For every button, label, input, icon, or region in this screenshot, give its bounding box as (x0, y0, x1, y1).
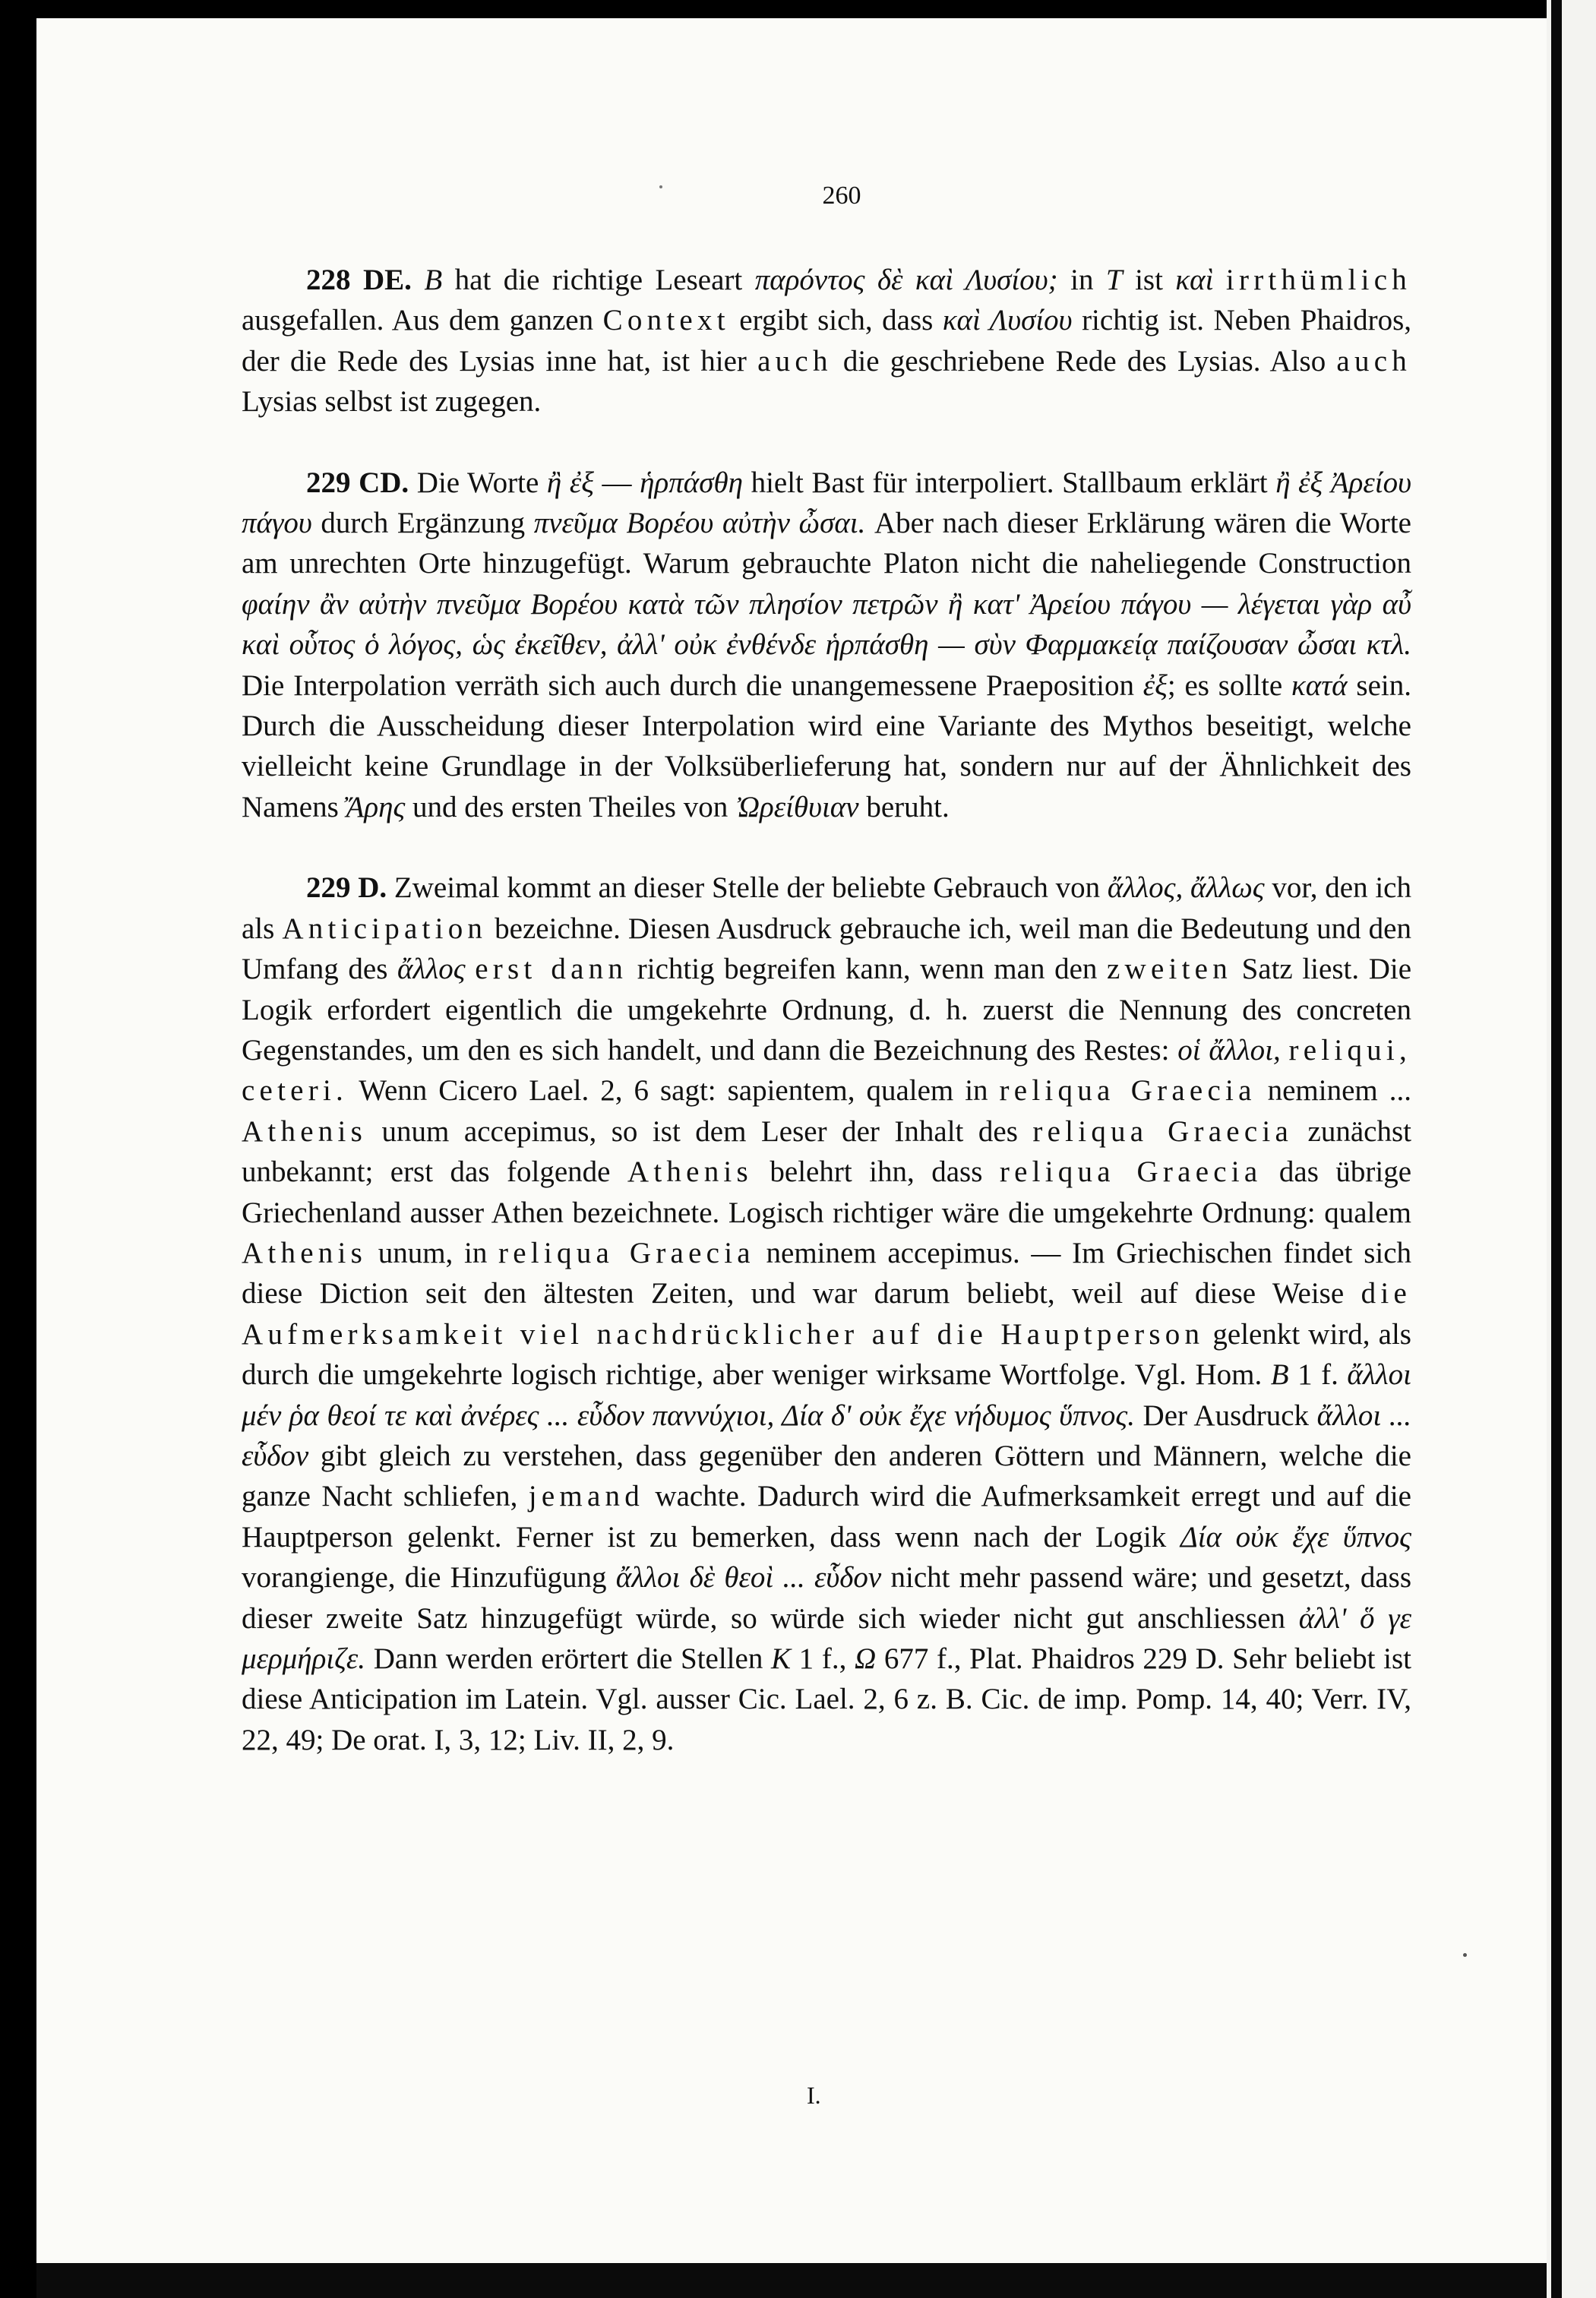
text-run: Der Ausdruck (1134, 1399, 1317, 1432)
text-run: Zweimal kommt an dieser Stelle der beliebte Gebrauch von (387, 871, 1108, 905)
spaced-emphasis: irrthümlich (1225, 264, 1411, 296)
text-run: gibt gleich zu verstehen, dass gegenüber den anderen Göttern und Männern, welche die ganze Nacht schliefen, (242, 1439, 1411, 1513)
paragraph (242, 260, 1411, 422)
greek-quote: Ὠρείθυιαν (735, 790, 859, 823)
greek-quote: ἄλλος, ἄλλως (1107, 871, 1265, 905)
greek-quote: ἄλλοι μέν ῥα θεοί τε καὶ ἀνέρες ... εὗδον παννύχιοι, Δία δ' οὐκ ἔχε νήδυμος ὕπνος. (242, 1358, 1411, 1432)
text-run (1213, 264, 1225, 296)
text-run: Aber nach dieser Erklärung wären die Worte am unrechten Orte hinzugefügt. Warum gebrauchte Platon nicht die naheliegende Construction (242, 507, 1411, 580)
text-run: hat die richtige Leseart (442, 264, 755, 296)
spaced-emphasis: erst dann (475, 953, 628, 986)
paragraph (242, 463, 1411, 828)
book-page (36, 18, 1547, 2263)
greek-quote: ἡρπάσθη (640, 466, 743, 499)
greek-quote: καὶ Λυσίου (942, 304, 1073, 337)
spaced-emphasis: jemand (528, 1480, 644, 1513)
text-run: ist (1122, 264, 1176, 296)
greek-quote: φαίην ἂν αὐτὴν πνεῦμα Βορέου κατὰ τῶν πλησίον πετρῶν ἢ κατ' Ἀρείου πάγου — λέγεται γὰρ αὖ καὶ οὗτος ὁ λόγος, ὡς ἐκεῖθεν, ἀλλ' οὐκ ἐνθένδε ἡρπάσθη — σὺν Φαρμακείᾳ παίζουσαν ὦσαι κτλ. (242, 587, 1411, 662)
greek-quote: κατά (1291, 669, 1348, 702)
greek-quote: ἄλλος (397, 953, 466, 986)
scan-border (36, 2263, 1547, 2298)
greek-quote: πνεῦμα Βορέου αὐτὴν ὦσαι. (533, 507, 866, 540)
text-run: wachte. Dadurch wird die Aufmerksamkeit erregt und auf die Hauptperson gelenkt. Ferner ist zu bemerken, dass wenn nach der Logik (242, 1480, 1411, 1554)
paragraph (242, 868, 1411, 1760)
spaced-emphasis: reliqua Graecia (999, 1074, 1256, 1108)
greek-quote: Ω (855, 1642, 877, 1675)
greek-quote: ἢ ἐξ (546, 466, 594, 499)
text-run: und des ersten Theiles von (405, 790, 735, 823)
text-run: hielt Bast für interpoliert. Stallbaum erklärt (742, 466, 1276, 499)
text-run: Die Interpolation verräth sich auch durch die unangemessene Praeposition (242, 669, 1143, 702)
text-run: neminem ... (1256, 1074, 1411, 1108)
greek-quote: B (1270, 1358, 1289, 1392)
greek-quote: παρόντος δὲ καὶ Λυσίου; (754, 264, 1058, 296)
passage-reference: 228 DE. (306, 264, 412, 296)
binding-edge (1547, 0, 1596, 2298)
speck (1463, 1953, 1467, 1957)
text-run: Satz liest. Die Logik erfordert eigentlich die umgekehrte Ordnung, d. h. zuerst die Nennung des concreten Gegenstandes, um den es sich handelt, und dann die Bezeichnung des Restes: (242, 953, 1412, 1067)
spaced-emphasis: zweiten (1107, 953, 1232, 986)
spaced-emphasis: Anticipation (282, 912, 488, 945)
text-run: Lysias selbst ist zugegen. (242, 385, 542, 419)
greek-quote: B (424, 264, 443, 296)
spaced-emphasis: reliqua Graecia (1032, 1114, 1294, 1148)
text-run: ; es sollte (1167, 669, 1292, 702)
text-run: durch Ergänzung (311, 507, 534, 540)
greek-quote: ἄλλοι ... εὗδον (242, 1399, 1412, 1472)
text-run (1281, 1034, 1289, 1067)
spaced-emphasis: Context (602, 304, 730, 337)
spaced-emphasis: Athenis (242, 1114, 368, 1148)
text-run: unum, in (367, 1236, 499, 1269)
text-run: das übrige Griechenland ausser Athen bezeichnete. Logisch richtiger wäre die umgekehrte Ordnung: qualem (242, 1155, 1412, 1229)
spaced-emphasis: Athenis (627, 1155, 753, 1189)
spaced-emphasis: Athenis (242, 1236, 368, 1269)
text-run: bezeichne. Diesen Ausdruck gebrauche ich, weil man die Bedeutung und den Umfang des (242, 912, 1411, 986)
text-run: belehrt ihn, dass (752, 1155, 1000, 1189)
speck (659, 185, 662, 188)
passage-reference: 229 D. (306, 871, 387, 905)
text-run: beruht. (858, 790, 950, 823)
greek-quote: Δία οὐκ ἔχε ὕπνος (1180, 1520, 1411, 1554)
text-run: sein. Durch die Ausscheidung dieser Interpolation wird eine Variante des Mythos beseitigt, welche vielleicht keine Grundlage in der Volksüberlieferung hat, sondern nur auf der Ähnlichkeit des Namens (242, 669, 1411, 823)
greek-quote: Ἄρης (346, 790, 406, 823)
text-run: Wenn Cicero Lael. 2, 6 sagt: sapientem, qualem in (348, 1074, 1000, 1108)
spaced-emphasis: die Aufmerksamkeit viel nachdrücklicher auf die Hauptperson (242, 1277, 1411, 1351)
text-run: nicht mehr passend wäre; und gesetzt, dass dieser zweite Satz hinzugefügt würde, so würde sich wieder nicht gut anschliessen (242, 1561, 1411, 1635)
text-run: zunächst unbekannt; erst das folgende (242, 1114, 1411, 1189)
text-run: 677 f., Plat. Phaidros 229 D. Sehr beliebt ist diese Anticipation im Latein. Vgl. ausser Cic. Lael. 2, 6 z. B. Cic. de imp. Pomp. 14, 40; Verr. IV, 22, 49; De orat. I, 3, 12; Liv. II, 2, 9. (242, 1642, 1411, 1756)
text-run: vor, den ich als (242, 871, 1411, 945)
spaced-emphasis: reliqua Graecia (498, 1236, 755, 1269)
greek-quote: οἱ ἄλλοι, (1177, 1033, 1281, 1067)
text-run: vorangienge, die Hinzufügung (242, 1561, 616, 1595)
page-number: 260 (822, 182, 861, 210)
text-run (412, 264, 424, 296)
signature-mark: I. (807, 2081, 821, 2109)
greek-quote: ἄλλοι δὲ θεοὶ ... εὗδον (615, 1561, 882, 1595)
greek-quote: T (1105, 264, 1123, 296)
text-run: ergibt sich, dass (729, 304, 943, 337)
passage-reference: 229 CD. (306, 466, 409, 499)
spaced-emphasis: reliqua Graecia (999, 1155, 1263, 1189)
greek-quote: ἐξ (1142, 669, 1168, 702)
greek-quote: K (771, 1642, 792, 1675)
text-run: die geschriebene Rede des Lysias. Also (832, 344, 1337, 378)
spaced-emphasis: auch (1336, 344, 1411, 378)
text-run: gelenkt wird, als durch die umgekehrte logisch richtige, aber weniger wirksame Wortfolge. Vgl. Hom. (242, 1317, 1411, 1392)
text-run: richtig begreifen kann, wenn man den (627, 953, 1107, 986)
greek-quote: καὶ (1175, 264, 1214, 296)
text-run: ausgefallen. Aus dem ganzen (242, 304, 603, 337)
text-run: Dann werden erörtert die Stellen (365, 1642, 771, 1675)
spaced-emphasis: reliqui, ceteri. (242, 1033, 1411, 1108)
greek-quote: ἀλλ' ὅ γε μερμήριζε. (242, 1601, 1411, 1675)
greek-quote: ἢ ἐξ Ἀρείου πάγου (242, 466, 1411, 540)
text-run: — (593, 466, 640, 499)
text-run: neminem accepimus. — Im Griechischen findet sich diese Diction seit den ältesten Zeiten, und war darum beliebt, weil auf diese Weise (242, 1236, 1412, 1310)
text-run: 1 f. (1288, 1358, 1348, 1392)
text-run: unum accepimus, so ist dem Leser der Inhalt des (367, 1114, 1033, 1148)
text-run: 1 f., (791, 1642, 855, 1675)
text-run: in (1057, 264, 1106, 296)
text-run: Die Worte (409, 466, 547, 499)
text-run (466, 953, 476, 985)
spaced-emphasis: auch (757, 344, 833, 378)
page-body (242, 260, 1411, 1800)
text-run: richtig ist. Neben Phaidros, der die Rede des Lysias inne hat, ist hier (242, 304, 1412, 378)
